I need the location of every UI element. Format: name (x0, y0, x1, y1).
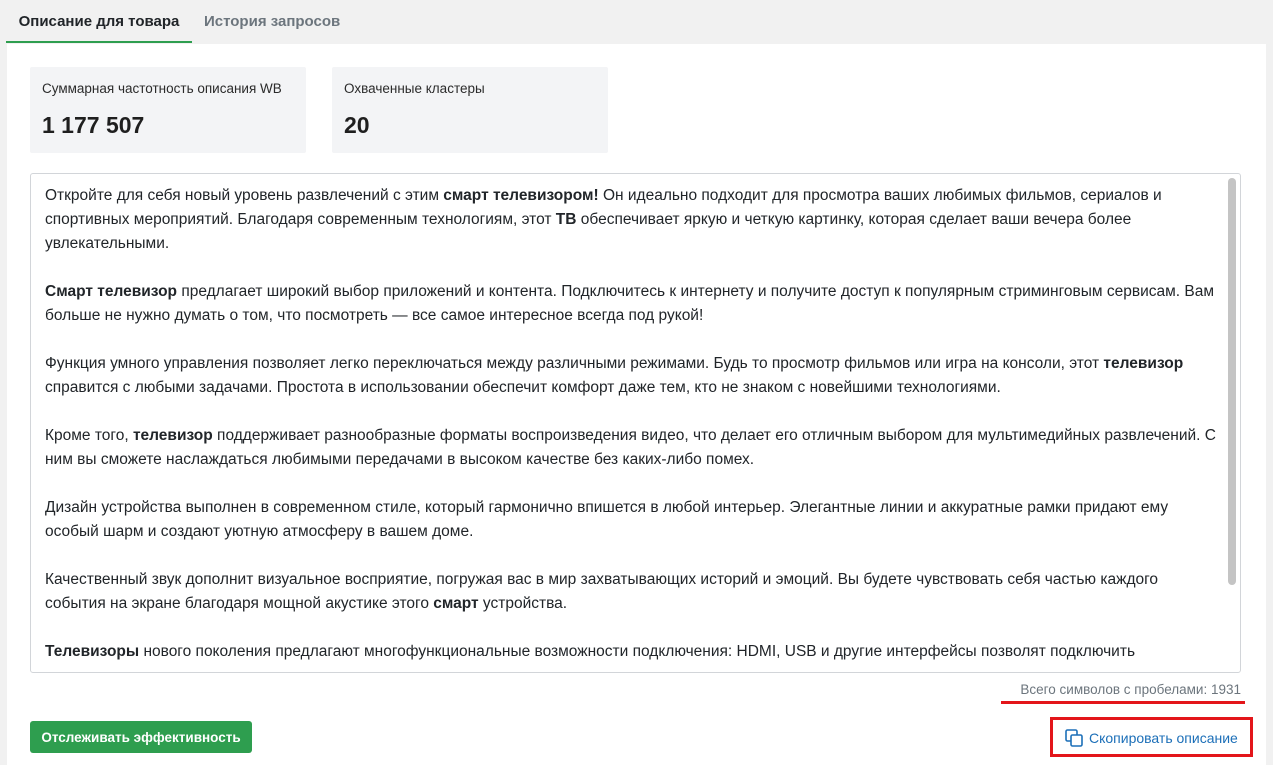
text-segment: Функция умного управления позволяет легко переключаться между различными режимами. Будь то просмотр фильмов или игра на консоли, этот (45, 355, 1104, 372)
text-segment: предлагает широкий выбор приложений и контента. Подключитесь к интернету и получите доступ к популярным стриминговым сервисам. Вам больше не нужно думать о том, что посмотреть — все самое интересное всегда под рукой! (45, 283, 1215, 324)
stat-clusters-value: 20 (344, 112, 370, 138)
char-count: Всего символов с пробелами: 1931 (1020, 682, 1241, 697)
description-paragraph (45, 352, 1217, 400)
text-segment: Качественный звук дополнит визуальное восприятие, погружая вас в мир захватывающих историй и эмоций. Вы будете чувствовать себя частью каждого события на экране благодаря мощной акустике этого (45, 571, 1159, 612)
main-panel (7, 44, 1266, 765)
description-paragraph (45, 184, 1217, 256)
text-segment: обеспечивает яркую и четкую картинку, которая сделает ваши вечера более увлекательными. (45, 211, 1132, 252)
highlight-underline (1001, 701, 1245, 704)
text-segment: нового поколения предлагают многофункциональные возможности подключения: HDMI, USB и другие интерфейсы позволят подключить (139, 643, 1136, 660)
text-segment: Дизайн устройства выполнен в современном стиле, который гармонично впишется в любой интерьер. Элегантные линии и аккуратные рамки придают ему особый шарм и создают уютную атмосферу в вашем доме. (45, 499, 1169, 540)
tab-bar (0, 0, 1273, 44)
track-effectiveness-button[interactable]: Отслеживать эффективность (30, 721, 252, 753)
description-text (45, 184, 1217, 673)
scrollbar-thumb[interactable] (1228, 178, 1236, 585)
description-textbox[interactable] (30, 173, 1241, 673)
keyword-highlight: Телевизоры (45, 643, 140, 660)
description-paragraph (45, 496, 1217, 544)
copy-icon (1065, 729, 1083, 747)
keyword-highlight: телевизор (1103, 355, 1184, 372)
stat-card-clusters (332, 67, 608, 153)
copy-description-button[interactable] (1050, 717, 1253, 757)
keyword-highlight: Смарт телевизор (45, 283, 178, 300)
stat-card-frequency (30, 67, 306, 153)
keyword-highlight: телевизор (132, 427, 213, 444)
description-paragraph (45, 640, 1217, 664)
tab-product-description[interactable]: Описание для товара (6, 0, 192, 43)
description-scrollbar[interactable] (1228, 178, 1236, 668)
stat-frequency-label: Суммарная частотность описания WB (42, 81, 282, 96)
keyword-highlight: смарт (433, 595, 479, 612)
tab-request-history[interactable]: История запросов (204, 13, 341, 30)
text-segment: устройства. (478, 595, 568, 612)
text-segment: Кроме того, (45, 427, 133, 444)
text-segment: Откройте для себя новый уровень развлечений с этим (45, 187, 444, 204)
stat-frequency-value: 1 177 507 (42, 112, 145, 138)
text-segment: справится с любыми задачами. Простота в использовании обеспечит комфорт даже тем, кто не знаком с новейшими технологиями. (45, 379, 1001, 396)
description-paragraph (45, 424, 1217, 472)
keyword-highlight: ТВ (555, 211, 577, 228)
text-segment: Он идеально подходит для просмотра ваших любимых фильмов, сериалов и спортивных мероприятий. Благодаря современным технологиям, этот (45, 187, 1162, 228)
stat-clusters-label: Охваченные кластеры (344, 81, 485, 96)
keyword-highlight: смарт телевизором! (443, 187, 599, 204)
description-paragraph (45, 280, 1217, 328)
text-segment: поддерживает разнообразные форматы воспроизведения видео, что делает его отличным выбором для мультимедийных развлечений. С ним вы сможете наслаждаться любимыми передачами в высоком качестве без каких-либо помех. (45, 427, 1216, 468)
copy-description-label: Скопировать описание (1089, 730, 1238, 746)
description-paragraph (45, 568, 1217, 616)
